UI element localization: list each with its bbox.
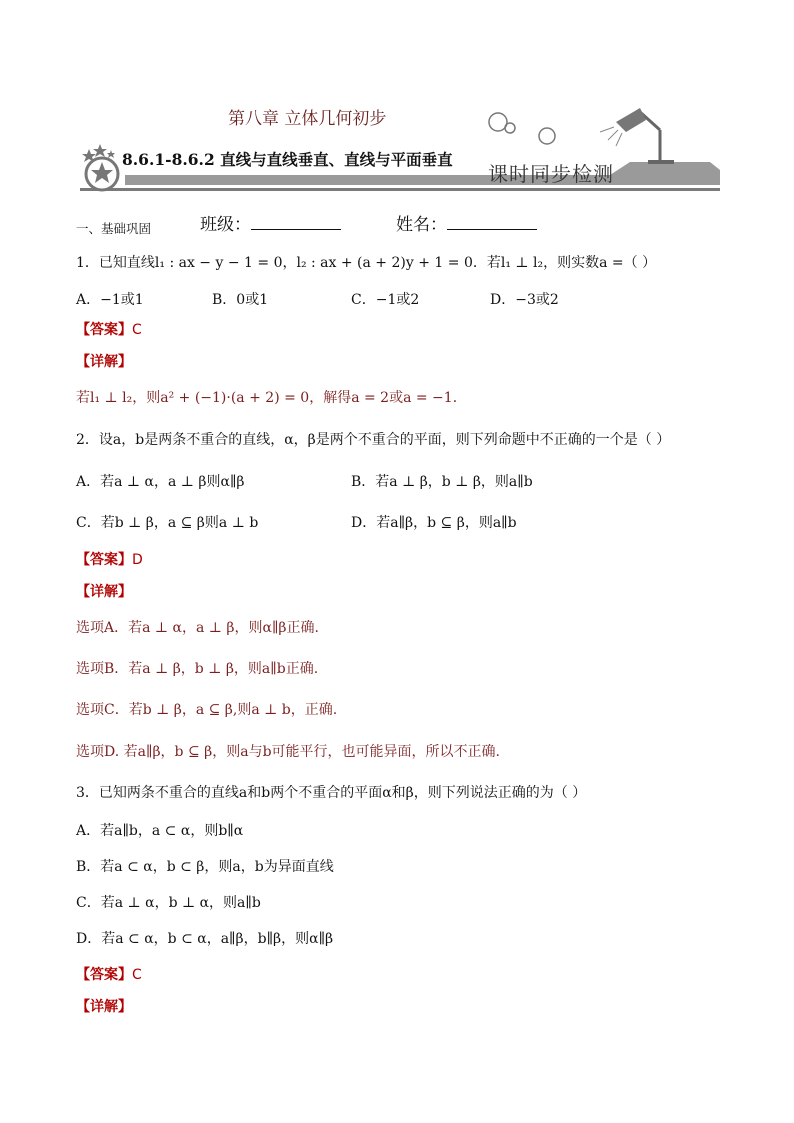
q2-option-d: D．若a∥β，b ⊆ β，则a∥b <box>351 515 517 531</box>
q2-answer <box>76 549 143 569</box>
q1-answer-value: C <box>132 322 142 338</box>
q3-option-a: A．若a∥b，a ⊂ α，则b∥α <box>76 823 244 839</box>
q3-option-d: D．若a ⊂ α，b ⊂ α，a∥β，b∥β，则α∥β <box>76 931 334 947</box>
q2-option-b: B．若a ⊥ β，b ⊥ β，则a∥b <box>351 474 533 490</box>
lesson-title: 8.6.1-8.6.2 直线与直线垂直、直线与平面垂直 <box>122 150 453 169</box>
section-title: 一、基础巩固 <box>76 221 152 236</box>
q1-detail-label: 【详解】 <box>76 354 132 370</box>
name-label: 姓名： <box>396 215 447 235</box>
q2-option-a: A．若a ⊥ α，a ⊥ β则α∥β <box>76 474 245 490</box>
q1-option-c: C．−1或2 <box>351 292 420 308</box>
q2-stem: 2．设a，b是两条不重合的直线，α，β是两个不重合的平面，则下列命题中不正确的一个是（ ） <box>76 432 671 448</box>
q2-explanation-c: 选项C．若b ⊥ β，a ⊆ β,则a ⊥ b，正确. <box>76 702 338 718</box>
name-blank[interactable] <box>447 213 537 230</box>
star-emblem-icon <box>78 140 128 192</box>
class-blank[interactable] <box>251 213 341 230</box>
q1-option-a: A．−1或1 <box>76 292 144 308</box>
q1-option-b: B．0或1 <box>212 292 269 308</box>
q3-option-b: B．若a ⊂ α，b ⊂ β，则a，b为异面直线 <box>76 859 334 875</box>
q2-detail-label: 【详解】 <box>76 584 132 600</box>
q2-option-c: C．若b ⊥ β，a ⊆ β则a ⊥ b <box>76 515 259 531</box>
q1-option-d: D．−3或2 <box>490 292 559 308</box>
q3-stem: 3．已知两条不重合的直线a和b两个不重合的平面α和β，则下列说法正确的为（ ） <box>76 785 587 801</box>
q3-option-c: C．若a ⊥ α，b ⊥ α，则a∥b <box>76 895 261 911</box>
q3-answer <box>76 964 142 984</box>
q1-explanation: 若l₁ ⊥ l₂，则a² + (−1)·(a + 2) = 0，解得a = 2或a = −1． <box>76 390 467 406</box>
class-field <box>200 210 341 235</box>
q2-explanation-d: 选项D. 若a∥β，b ⊆ β，则a与b可能平行，也可能异面，所以不正确. <box>76 744 500 760</box>
banner-subtitle: 课时同步检测 <box>488 162 614 186</box>
q2-explanation-a: 选项A．若a ⊥ α，a ⊥ β，则α∥β正确. <box>76 620 319 636</box>
q1-answer <box>76 319 142 339</box>
class-label: 班级： <box>200 215 251 235</box>
q3-detail-label: 【详解】 <box>76 999 132 1015</box>
q3-answer-value: C <box>132 967 142 983</box>
q1-stem: 1．已知直线l₁ : ax − y − 1 = 0，l₂ : ax + (a + 2)y + 1 = 0．若l₁ ⊥ l₂，则实数a =（ ） <box>76 255 657 271</box>
q2-explanation-b: 选项B．若a ⊥ β，b ⊥ β，则a∥b正确. <box>76 661 319 677</box>
chapter-title: 第八章 立体几何初步 <box>228 109 387 129</box>
name-field <box>396 210 537 235</box>
answer-label: 【答案】 <box>76 552 132 568</box>
answer-label: 【答案】 <box>76 967 132 983</box>
answer-label: 【答案】 <box>76 322 132 338</box>
q2-answer-value: D <box>132 552 143 568</box>
